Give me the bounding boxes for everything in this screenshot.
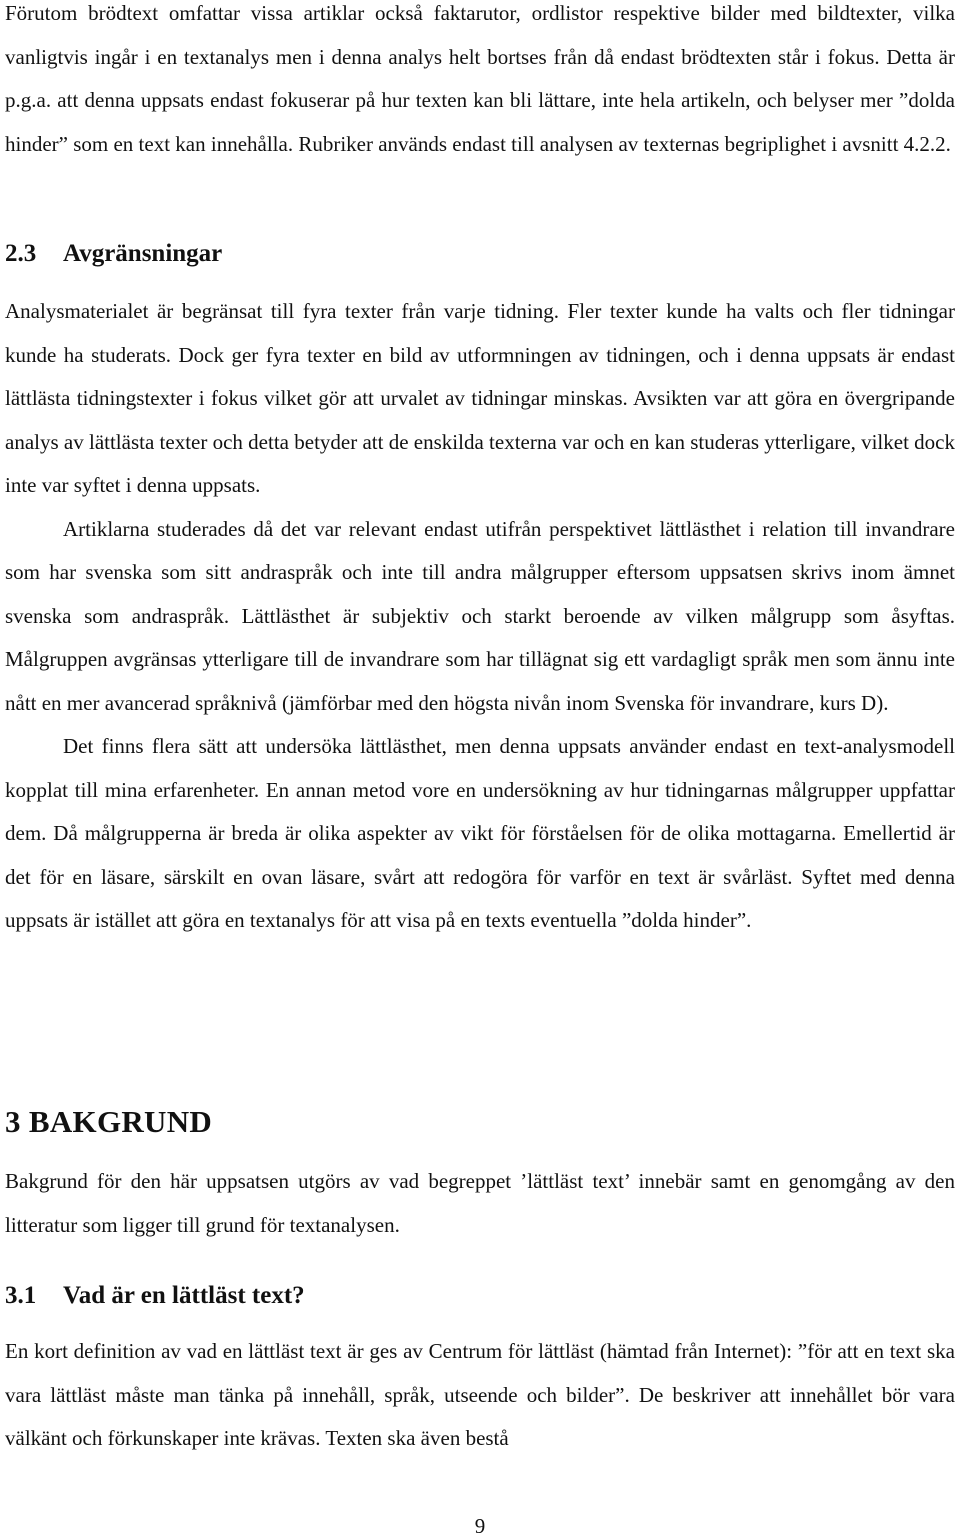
section-3-body (5, 1160, 955, 1247)
section-title: Avgränsningar (63, 240, 223, 267)
paragraph: Det finns flera sätt att undersöka lättlästhet, men denna uppsats använder endast en text-analysmodell kopplat till mina erfarenheter. En annan metod vore en undersökning av hur tidningarnas målgrupper uppfattar dem. Då målgrupperna är breda är olika aspekter av vikt för förståelsen för de olika mottagarna. Emellertid är det för en läsare, särskilt en ovan läsare, svårt att redogöra för varför en text är svårläst. Syftet med denna uppsats är istället att göra en textanalys för att visa på en texts eventuella ”dolda hinder”. (5, 734, 955, 932)
intro-paragraph: Förutom brödtext omfattar vissa artiklar också faktarutor, ordlistor respektive bilder med bildtexter, vilka vanligtvis ingår i en textanalys men i denna analys helt bortses från då endast brödtexten står i fokus. Detta är p.g.a. att denna uppsats endast fokuserar på hur texten kan bli lättare, inte hela artikeln, och belyser mer ”dolda hinder” som en text kan innehålla. Rubriker används endast till analysen av texternas begriplighet i avsnitt 4.2.2. (5, 1, 955, 156)
section-title: Vad är en lättläst text? (63, 1282, 305, 1309)
paragraph: Analysmaterialet är begränsat till fyra texter från varje tidning. Fler texter kunde ha valts och fler tidningar kunde ha studerats. Dock ger fyra texter en bild av utformningen av tidningen, och i denna uppsats är endast lättlästa tidningstexter i fokus vilket gör att urvalet av tidningar minskas. Avsikten var att göra en övergripande analys av lättlästa texter och detta betyder att de enskilda texterna var och en kan studeras ytterligare, vilket dock inte var syftet i denna uppsats. (5, 299, 955, 497)
section-number: 3.1 (5, 1282, 37, 1309)
paragraph: Bakgrund för den här uppsatsen utgörs av vad begreppet ’lättläst text’ innebär samt en genomgång av den litteratur som ligger till grund för textanalysen. (5, 1169, 955, 1237)
section-heading-3-1 (5, 1282, 305, 1310)
page-number: 9 (474, 1514, 486, 1538)
section-number: 3 (5, 1104, 21, 1139)
section-3-1-body (5, 1330, 955, 1461)
section-title: BAKGRUND (28, 1104, 213, 1139)
paragraph: En kort definition av vad en lättläst text är ges av Centrum för lättläst (hämtad från Internet): ”för att en text ska vara lättläst måste man tänka på innehåll, språk, utseende och bilder”. De beskriver att innehållet bör vara välkänt och förkunskaper inte krävas. Texten ska även bestå (5, 1339, 955, 1450)
paragraph: Artiklarna studerades då det var relevant endast utifrån perspektivet lättlästhet i relation till invandrare som har svenska som sitt andraspråk och inte till andra målgrupper eftersom uppsatsen skrivs inom ämnet svenska som andraspråk. Lättlästhet är subjektiv och starkt beroende av vilken målgrupp som åsyftas. Målgruppen avgränsas ytterligare till de invandrare som har tillägnat sig ett vardagligt språk men som ännu inte nått en mer avancerad språknivå (jämförbar med den högsta nivån inom Svenska för invandrare, kurs D). (5, 516, 955, 715)
section-number: 2.3 (5, 240, 37, 267)
section-2-3-body (5, 290, 955, 943)
intro-paragraph-block (5, 0, 955, 166)
section-heading-2-3 (5, 240, 222, 268)
section-heading-3 (5, 1104, 212, 1140)
